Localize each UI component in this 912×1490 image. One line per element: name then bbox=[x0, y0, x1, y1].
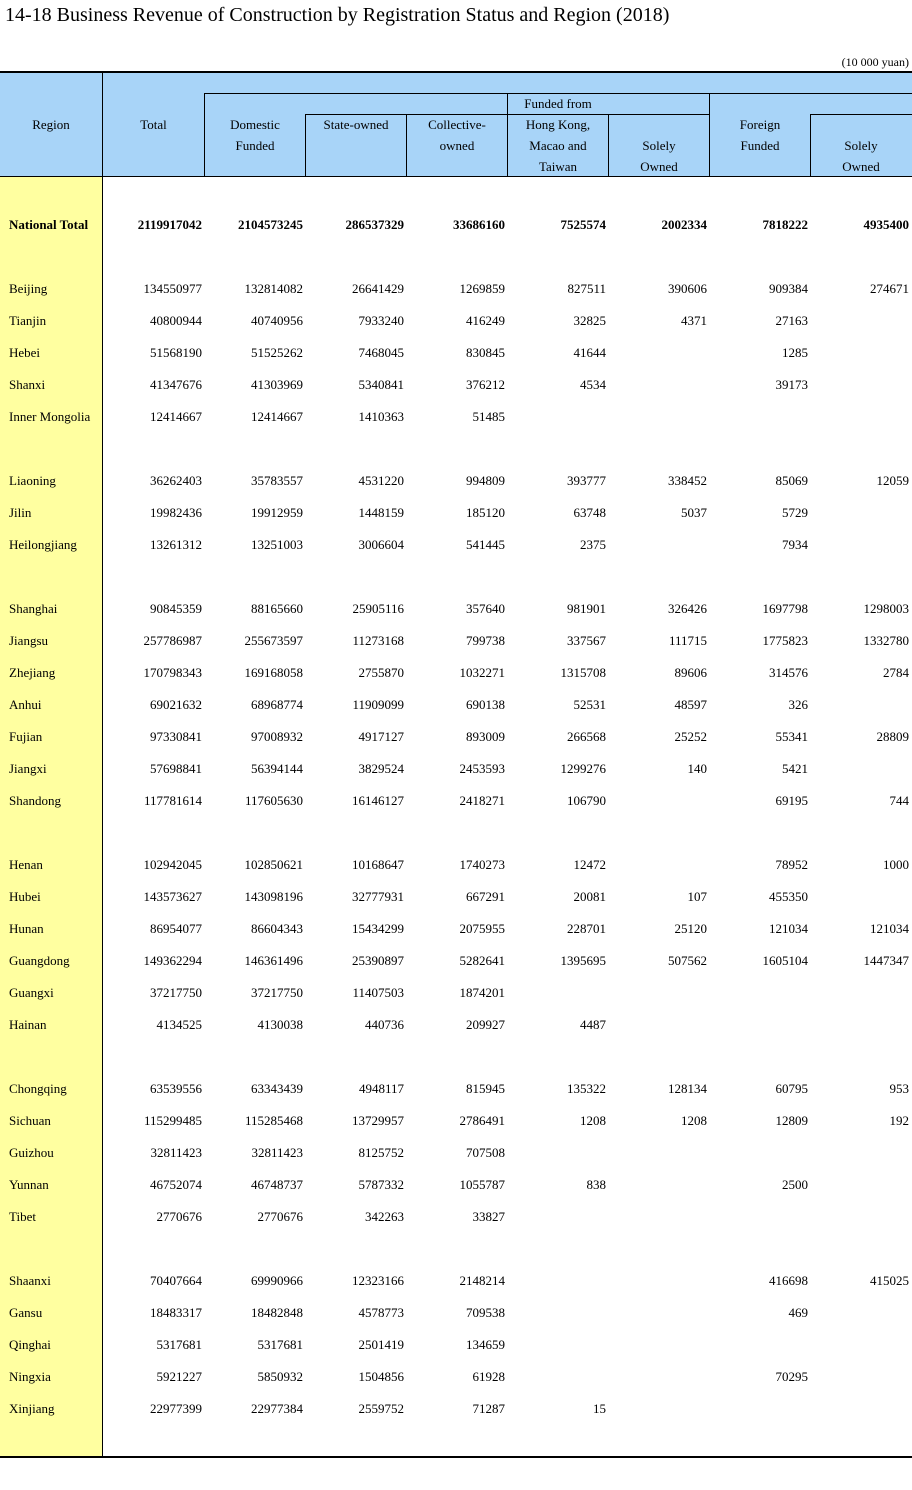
table-cell: 69990966 bbox=[251, 1273, 303, 1288]
row-region-label: Qinghai bbox=[9, 1337, 51, 1352]
table-cell: 85069 bbox=[775, 473, 808, 488]
table-cell: 690138 bbox=[466, 697, 505, 712]
table-cell: 46752074 bbox=[150, 1177, 202, 1192]
table-cell: 33686160 bbox=[453, 217, 505, 232]
table-cell: 25905116 bbox=[352, 601, 404, 616]
table-cell: 55341 bbox=[775, 729, 808, 744]
header-foreign-funded: Foreign Funded bbox=[739, 117, 781, 153]
table-cell: 7818222 bbox=[762, 217, 808, 232]
table-cell: 5317681 bbox=[257, 1337, 303, 1352]
table-cell: 97330841 bbox=[150, 729, 202, 744]
row-region-label: Anhui bbox=[9, 697, 42, 712]
table-cell: 953 bbox=[889, 1081, 909, 1096]
table-cell: 2104573245 bbox=[238, 217, 303, 232]
table-cell: 170798343 bbox=[143, 665, 202, 680]
table-cell: 893009 bbox=[466, 729, 505, 744]
table-cell: 121034 bbox=[870, 921, 909, 936]
header-bottom-rule bbox=[0, 176, 912, 177]
table-cell: 5282641 bbox=[459, 953, 505, 968]
table-cell: 89606 bbox=[674, 665, 707, 680]
page-title: 14-18 Business Revenue of Construction by Registration Status and Region (2018) bbox=[5, 4, 670, 26]
table-cell: 1395695 bbox=[560, 953, 606, 968]
table-cell: 1332780 bbox=[863, 633, 909, 648]
row-region-label: Ningxia bbox=[9, 1369, 51, 1384]
row-region-label: Henan bbox=[9, 857, 43, 872]
table-cell: 15434299 bbox=[352, 921, 404, 936]
table-cell: 1874201 bbox=[459, 985, 505, 1000]
table-cell: 60795 bbox=[775, 1081, 808, 1096]
table-cell: 86604343 bbox=[251, 921, 303, 936]
table-cell: 46748737 bbox=[251, 1177, 303, 1192]
table-cell: 286537329 bbox=[345, 217, 404, 232]
row-region-label: Xinjiang bbox=[9, 1401, 55, 1416]
table-cell: 22977399 bbox=[150, 1401, 202, 1416]
table-cell: 70407664 bbox=[150, 1273, 202, 1288]
row-region-label: Liaoning bbox=[9, 473, 56, 488]
table-cell: 106790 bbox=[567, 793, 606, 808]
table-cell: 51485 bbox=[472, 409, 505, 424]
table-cell: 2375 bbox=[580, 537, 606, 552]
table-cell: 2755870 bbox=[358, 665, 404, 680]
table-cell: 830845 bbox=[466, 345, 505, 360]
row-region-label: Shanghai bbox=[9, 601, 58, 616]
table-cell: 7468045 bbox=[358, 345, 404, 360]
table-cell: 69195 bbox=[775, 793, 808, 808]
table-cell: 41644 bbox=[573, 345, 606, 360]
table-cell: 69021632 bbox=[150, 697, 202, 712]
table-cell: 4487 bbox=[580, 1017, 606, 1032]
row-region-label: Shaanxi bbox=[9, 1273, 51, 1288]
table-cell: 5787332 bbox=[358, 1177, 404, 1192]
table-cell: 71287 bbox=[472, 1401, 505, 1416]
table-cell: 1448159 bbox=[358, 505, 404, 520]
row-region-label: Jiangxi bbox=[9, 761, 47, 776]
table-cell: 32811423 bbox=[251, 1145, 303, 1160]
table-cell: 12809 bbox=[775, 1113, 808, 1128]
table-cell: 32811423 bbox=[150, 1145, 202, 1160]
table-cell: 10168647 bbox=[352, 857, 404, 872]
table-cell: 20081 bbox=[573, 889, 606, 904]
table-cell: 393777 bbox=[567, 473, 606, 488]
table-cell: 1697798 bbox=[762, 601, 808, 616]
table-cell: 134659 bbox=[466, 1337, 505, 1352]
table-cell: 981901 bbox=[567, 601, 606, 616]
table-cell: 1605104 bbox=[762, 953, 808, 968]
row-region-label: National Total bbox=[9, 217, 89, 232]
table-cell: 32825 bbox=[573, 313, 606, 328]
table-cell: 26641429 bbox=[352, 281, 404, 296]
table-cell: 2119917042 bbox=[137, 217, 202, 232]
table-cell: 12414667 bbox=[251, 409, 303, 424]
table-cell: 209927 bbox=[466, 1017, 505, 1032]
table-cell: 68968774 bbox=[251, 697, 303, 712]
table-cell: 97008932 bbox=[251, 729, 303, 744]
table-cell: 707508 bbox=[466, 1145, 505, 1160]
table-cell: 11407503 bbox=[352, 985, 404, 1000]
table-cell: 2075955 bbox=[459, 921, 505, 936]
table-cell: 78952 bbox=[775, 857, 808, 872]
header-state-owned: State-owned bbox=[323, 117, 389, 132]
table-cell: 19912959 bbox=[251, 505, 303, 520]
table-cell: 4130038 bbox=[257, 1017, 303, 1032]
table-cell: 51525262 bbox=[251, 345, 303, 360]
table-cell: 376212 bbox=[466, 377, 505, 392]
table-cell: 342263 bbox=[365, 1209, 404, 1224]
table-cell: 4531220 bbox=[358, 473, 404, 488]
table-cell: 28809 bbox=[876, 729, 909, 744]
table-cell: 7933240 bbox=[358, 313, 404, 328]
table-cell: 415025 bbox=[870, 1273, 909, 1288]
table-cell: 1504856 bbox=[358, 1369, 404, 1384]
table-cell: 2418271 bbox=[459, 793, 505, 808]
header-region: Region bbox=[32, 117, 70, 132]
table-cell: 337567 bbox=[567, 633, 606, 648]
table-cell: 192 bbox=[889, 1113, 909, 1128]
table-cell: 63539556 bbox=[150, 1081, 202, 1096]
table-cell: 61928 bbox=[472, 1369, 505, 1384]
table-cell: 132814082 bbox=[244, 281, 303, 296]
table-cell: 32777931 bbox=[352, 889, 404, 904]
table-cell: 2500 bbox=[782, 1177, 808, 1192]
unit-label: (10 000 yuan) bbox=[841, 55, 909, 69]
table-cell: 4534 bbox=[580, 377, 606, 392]
row-region-label: Zhejiang bbox=[9, 665, 56, 680]
row-region-label: Tianjin bbox=[9, 313, 47, 328]
table-cell: 5850932 bbox=[257, 1369, 303, 1384]
table-cell: 117781614 bbox=[143, 793, 202, 808]
table-cell: 2002334 bbox=[661, 217, 707, 232]
table-cell: 1208 bbox=[580, 1113, 606, 1128]
table-cell: 37217750 bbox=[150, 985, 202, 1000]
table-cell: 390606 bbox=[668, 281, 707, 296]
row-region-label: Tibet bbox=[9, 1209, 36, 1224]
table-cell: 257786987 bbox=[143, 633, 202, 648]
table-cell: 3006604 bbox=[358, 537, 404, 552]
table-cell: 13729957 bbox=[352, 1113, 404, 1128]
table-cell: 39173 bbox=[775, 377, 808, 392]
table-cell: 2770676 bbox=[257, 1209, 303, 1224]
table-cell: 266568 bbox=[567, 729, 606, 744]
table-cell: 827511 bbox=[567, 281, 606, 296]
table-cell: 12414667 bbox=[150, 409, 202, 424]
table-cell: 8125752 bbox=[358, 1145, 404, 1160]
table-cell: 326 bbox=[788, 697, 808, 712]
table-cell: 4948117 bbox=[358, 1081, 404, 1096]
table-cell: 185120 bbox=[466, 505, 505, 520]
table-cell: 12323166 bbox=[352, 1273, 404, 1288]
table-cell: 169168058 bbox=[244, 665, 303, 680]
table-cell: 117605630 bbox=[244, 793, 303, 808]
row-region-label: Hebei bbox=[9, 345, 41, 360]
table-cell: 255673597 bbox=[244, 633, 303, 648]
table-cell: 5729 bbox=[782, 505, 808, 520]
table-cell: 455350 bbox=[769, 889, 808, 904]
table-cell: 2559752 bbox=[358, 1401, 404, 1416]
table-cell: 7525574 bbox=[560, 217, 606, 232]
table-cell: 709538 bbox=[466, 1305, 505, 1320]
table-cell: 1032271 bbox=[459, 665, 505, 680]
table-cell: 338452 bbox=[668, 473, 707, 488]
table-cell: 2148214 bbox=[459, 1273, 505, 1288]
table-cell: 416698 bbox=[769, 1273, 808, 1288]
row-region-label: Shanxi bbox=[9, 377, 46, 392]
table-cell: 799738 bbox=[466, 633, 505, 648]
table-cell: 4935400 bbox=[863, 217, 909, 232]
table-cell: 4917127 bbox=[358, 729, 404, 744]
table-cell: 40800944 bbox=[150, 313, 202, 328]
table-cell: 102942045 bbox=[143, 857, 202, 872]
row-region-label: Yunnan bbox=[9, 1177, 49, 1192]
table-cell: 140 bbox=[687, 761, 707, 776]
table-cell: 134550977 bbox=[143, 281, 202, 296]
region-column-background bbox=[0, 177, 102, 1456]
table-cell: 70295 bbox=[775, 1369, 808, 1384]
table-cell: 63343439 bbox=[251, 1081, 303, 1096]
table-cell: 51568190 bbox=[150, 345, 202, 360]
table-cell: 909384 bbox=[769, 281, 808, 296]
table-cell: 36262403 bbox=[150, 473, 202, 488]
table-cell: 11273168 bbox=[352, 633, 404, 648]
table-cell: 111715 bbox=[668, 633, 707, 648]
table-cell: 667291 bbox=[466, 889, 505, 904]
header-domestic-funded: Domestic Funded bbox=[230, 117, 280, 153]
table-cell: 22977384 bbox=[251, 1401, 303, 1416]
table-cell: 5340841 bbox=[358, 377, 404, 392]
table-cell: 815945 bbox=[466, 1081, 505, 1096]
table-cell: 57698841 bbox=[150, 761, 202, 776]
table-cell: 1055787 bbox=[459, 1177, 505, 1192]
table-cell: 13251003 bbox=[251, 537, 303, 552]
table-cell: 18482848 bbox=[251, 1305, 303, 1320]
row-region-label: Heilongjiang bbox=[9, 537, 77, 552]
header-collective-owned: Collective- owned bbox=[428, 117, 486, 153]
table-cell: 1298003 bbox=[863, 601, 909, 616]
table-cell: 115299485 bbox=[143, 1113, 202, 1128]
table-cell: 507562 bbox=[668, 953, 707, 968]
row-region-label: Guizhou bbox=[9, 1145, 54, 1160]
table-cell: 25390897 bbox=[352, 953, 404, 968]
table-cell: 12059 bbox=[876, 473, 909, 488]
header-hmt-solely-owned: Solely Owned bbox=[640, 138, 678, 174]
table-cell: 7934 bbox=[782, 537, 808, 552]
table-cell: 1299276 bbox=[560, 761, 606, 776]
table-cell: 541445 bbox=[466, 537, 505, 552]
table-cell: 5921227 bbox=[156, 1369, 202, 1384]
table-cell: 149362294 bbox=[143, 953, 202, 968]
table-cell: 2786491 bbox=[459, 1113, 505, 1128]
row-region-label: Inner Mongolia bbox=[9, 409, 91, 424]
table-cell: 1208 bbox=[681, 1113, 707, 1128]
table-cell: 41347676 bbox=[150, 377, 202, 392]
table-cell: 56394144 bbox=[251, 761, 303, 776]
table-cell: 143573627 bbox=[143, 889, 202, 904]
table-cell: 1410363 bbox=[358, 409, 404, 424]
header-total: Total bbox=[140, 117, 167, 132]
table-cell: 115285468 bbox=[244, 1113, 303, 1128]
row-region-label: Hainan bbox=[9, 1017, 47, 1032]
table-cell: 2501419 bbox=[358, 1337, 404, 1352]
table-cell: 228701 bbox=[567, 921, 606, 936]
table-cell: 314576 bbox=[769, 665, 808, 680]
table-cell: 90845359 bbox=[150, 601, 202, 616]
table-cell: 35783557 bbox=[251, 473, 303, 488]
row-region-label: Shandong bbox=[9, 793, 61, 808]
table-cell: 440736 bbox=[365, 1017, 404, 1032]
table-cell: 146361496 bbox=[244, 953, 303, 968]
row-region-label: Fujian bbox=[9, 729, 43, 744]
table-cell: 128134 bbox=[668, 1081, 707, 1096]
table-cell: 326426 bbox=[668, 601, 707, 616]
table-cell: 838 bbox=[586, 1177, 606, 1192]
table-cell: 4578773 bbox=[358, 1305, 404, 1320]
table-cell: 5317681 bbox=[156, 1337, 202, 1352]
table-cell: 18483317 bbox=[150, 1305, 202, 1320]
row-region-label: Jiangsu bbox=[9, 633, 48, 648]
table-cell: 994809 bbox=[466, 473, 505, 488]
table-cell: 19982436 bbox=[150, 505, 202, 520]
table-cell: 357640 bbox=[466, 601, 505, 616]
table-cell: 274671 bbox=[870, 281, 909, 296]
table-cell: 13261312 bbox=[150, 537, 202, 552]
table-cell: 2784 bbox=[883, 665, 909, 680]
row-region-label: Beijing bbox=[9, 281, 48, 296]
table-cell: 16146127 bbox=[352, 793, 404, 808]
table-cell: 88165660 bbox=[251, 601, 303, 616]
table-cell: 135322 bbox=[567, 1081, 606, 1096]
table-cell: 5037 bbox=[681, 505, 707, 520]
table-cell: 25120 bbox=[674, 921, 707, 936]
table-cell: 1740273 bbox=[459, 857, 505, 872]
row-region-label: Guangdong bbox=[9, 953, 70, 968]
header-foreign-solely-owned: Solely Owned bbox=[842, 138, 880, 174]
table-cell: 2453593 bbox=[459, 761, 505, 776]
row-region-label: Guangxi bbox=[9, 985, 54, 1000]
table-cell: 27163 bbox=[775, 313, 808, 328]
table-cell: 12472 bbox=[573, 857, 606, 872]
table-cell: 4134525 bbox=[156, 1017, 202, 1032]
row-region-label: Jilin bbox=[9, 505, 32, 520]
table-cell: 11909099 bbox=[352, 697, 404, 712]
table-cell: 1269859 bbox=[459, 281, 505, 296]
table-cell: 52531 bbox=[573, 697, 606, 712]
table-cell: 469 bbox=[788, 1305, 808, 1320]
header-subgroup-rule bbox=[810, 114, 912, 115]
table-cell: 15 bbox=[593, 1401, 606, 1416]
table-cell: 63748 bbox=[573, 505, 606, 520]
table-cell: 143098196 bbox=[244, 889, 303, 904]
table-cell: 1315708 bbox=[560, 665, 606, 680]
table-cell: 86954077 bbox=[150, 921, 202, 936]
table-cell: 2770676 bbox=[156, 1209, 202, 1224]
header-hk-macao-taiwan: Funded from Hong Kong, Macao and Taiwan bbox=[524, 96, 592, 174]
table-cell: 1447347 bbox=[863, 953, 909, 968]
table-cell: 4371 bbox=[681, 313, 707, 328]
table-cell: 25252 bbox=[674, 729, 707, 744]
bottom-rule bbox=[0, 1456, 912, 1458]
table-cell: 121034 bbox=[769, 921, 808, 936]
row-region-label: Gansu bbox=[9, 1305, 43, 1320]
table-cell: 48597 bbox=[674, 697, 707, 712]
row-region-label: Sichuan bbox=[9, 1113, 51, 1128]
table-cell: 37217750 bbox=[251, 985, 303, 1000]
table-cell: 107 bbox=[687, 889, 707, 904]
table-cell: 40740956 bbox=[251, 313, 303, 328]
row-region-label: Chongqing bbox=[9, 1081, 67, 1096]
table-cell: 744 bbox=[889, 793, 909, 808]
table-cell: 33827 bbox=[472, 1209, 505, 1224]
table-cell: 416249 bbox=[466, 313, 505, 328]
table-cell: 1000 bbox=[883, 857, 909, 872]
row-region-label: Hunan bbox=[9, 921, 44, 936]
row-region-label: Hubei bbox=[9, 889, 41, 904]
table-cell: 3829524 bbox=[358, 761, 404, 776]
table-cell: 1775823 bbox=[762, 633, 808, 648]
table-cell: 41303969 bbox=[251, 377, 303, 392]
table-cell: 1285 bbox=[782, 345, 808, 360]
table-cell: 5421 bbox=[782, 761, 808, 776]
table-cell: 102850621 bbox=[244, 857, 303, 872]
